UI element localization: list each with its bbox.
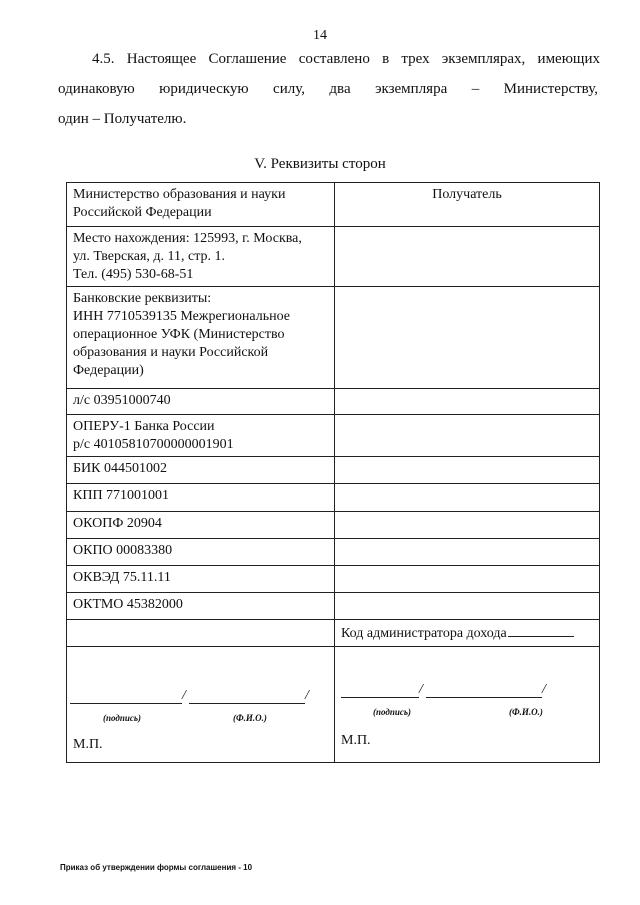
paragraph-word: экземпляра (375, 81, 448, 97)
table-row (67, 415, 600, 457)
okved-cell: ОКВЭД 75.11.11 (67, 566, 335, 593)
operu-cell (67, 415, 335, 457)
signature-caption: (подпись) (373, 707, 411, 717)
bank-line: образования и науки Российской (73, 345, 269, 360)
paragraph-line-1: 4.5. Настоящее Соглашение составлено в трех экземплярах, имеющих (92, 51, 600, 67)
paragraph-word: одинаковую (58, 81, 135, 97)
income-admin-code-label: Код администратора дохода (341, 626, 507, 641)
recipient-cell (335, 539, 600, 566)
signature-slash: / (182, 688, 186, 703)
table-row (67, 457, 600, 484)
stamp-place-label: М.П. (341, 733, 371, 748)
paragraph-word: – (471, 81, 480, 97)
empty-cell (67, 620, 335, 647)
table-row (67, 593, 600, 620)
recipient-cell (335, 389, 600, 415)
income-admin-code-cell (335, 620, 600, 647)
fio-line[interactable] (426, 697, 542, 698)
section-title: V. Реквизиты сторон (254, 156, 386, 172)
fio-slash: / (542, 682, 546, 697)
signature-line[interactable] (70, 703, 182, 704)
recipient-cell (335, 593, 600, 620)
recipient-bank-cell (335, 287, 600, 389)
phone-line: Тел. (495) 530-68-51 (73, 267, 194, 282)
paragraph-word: Министерству, (503, 81, 598, 97)
table-row (67, 389, 600, 415)
ministry-name-line: Российской Федерации (73, 205, 212, 220)
okopf-cell: ОКОПФ 20904 (67, 512, 335, 539)
requisites-table (66, 182, 600, 763)
paragraph-word: два (329, 81, 351, 97)
operu-line: ОПЕРУ-1 Банка России (73, 419, 215, 434)
bank-line: ИНН 7710539135 Межрегиональное (73, 309, 291, 324)
recipient-cell (335, 566, 600, 593)
personal-account-cell: л/с 03951000740 (67, 389, 335, 415)
bank-line: операционное УФК (Министерство (73, 327, 285, 342)
oktmo-cell: ОКТМО 45382000 (67, 593, 335, 620)
page-number: 14 (313, 28, 327, 43)
bank-line: Банковские реквизиты: (73, 291, 212, 306)
table-row (67, 512, 600, 539)
paragraph-line-2 (58, 82, 598, 97)
recipient-cell (335, 415, 600, 457)
bank-details-cell (67, 287, 335, 389)
signature-caption: (подпись) (103, 713, 141, 723)
paragraph-line-3: один – Получателю. (58, 111, 187, 127)
table-row (67, 484, 600, 512)
footer-note: Приказ об утверждении формы соглашения - 10 (60, 863, 253, 872)
paragraph-word: юридическую (159, 81, 249, 97)
kpp-cell: КПП 771001001 (67, 484, 335, 512)
ministry-signature-cell (67, 647, 335, 763)
recipient-cell (335, 512, 600, 539)
paragraph-word: силу, (273, 81, 305, 97)
ministry-signature-block (67, 647, 334, 762)
bank-line: Федерации) (73, 363, 144, 378)
ministry-name-cell (67, 183, 335, 227)
address-line: Место нахождения: 125993, г. Москва, (73, 231, 302, 246)
table-row (67, 227, 600, 287)
income-admin-code-field[interactable] (508, 623, 574, 637)
bik-cell: БИК 044501002 (67, 457, 335, 484)
ministry-name-line: Министерство образования и науки (73, 187, 286, 202)
table-row (67, 647, 600, 763)
fio-caption: (Ф.И.О.) (233, 713, 267, 723)
recipient-signature-cell (335, 647, 600, 763)
signature-slash: / (419, 682, 423, 697)
recipient-cell (335, 484, 600, 512)
address-line: ул. Тверская, д. 11, стр. 1. (73, 249, 226, 264)
table-row (67, 566, 600, 593)
table-row (67, 539, 600, 566)
table-row (67, 183, 600, 227)
recipient-signature-block (335, 647, 599, 762)
fio-caption: (Ф.И.О.) (509, 707, 543, 717)
okpo-cell: ОКПО 00083380 (67, 539, 335, 566)
recipient-address-cell (335, 227, 600, 287)
fio-slash: / (305, 688, 309, 703)
address-cell (67, 227, 335, 287)
table-row (67, 287, 600, 389)
account-line: р/с 40105810700000001901 (73, 437, 234, 452)
signature-line[interactable] (341, 697, 419, 698)
table-row (67, 620, 600, 647)
recipient-cell (335, 457, 600, 484)
stamp-place-label: М.П. (73, 737, 103, 752)
fio-line[interactable] (189, 703, 305, 704)
recipient-header-cell: Получатель (335, 183, 600, 227)
